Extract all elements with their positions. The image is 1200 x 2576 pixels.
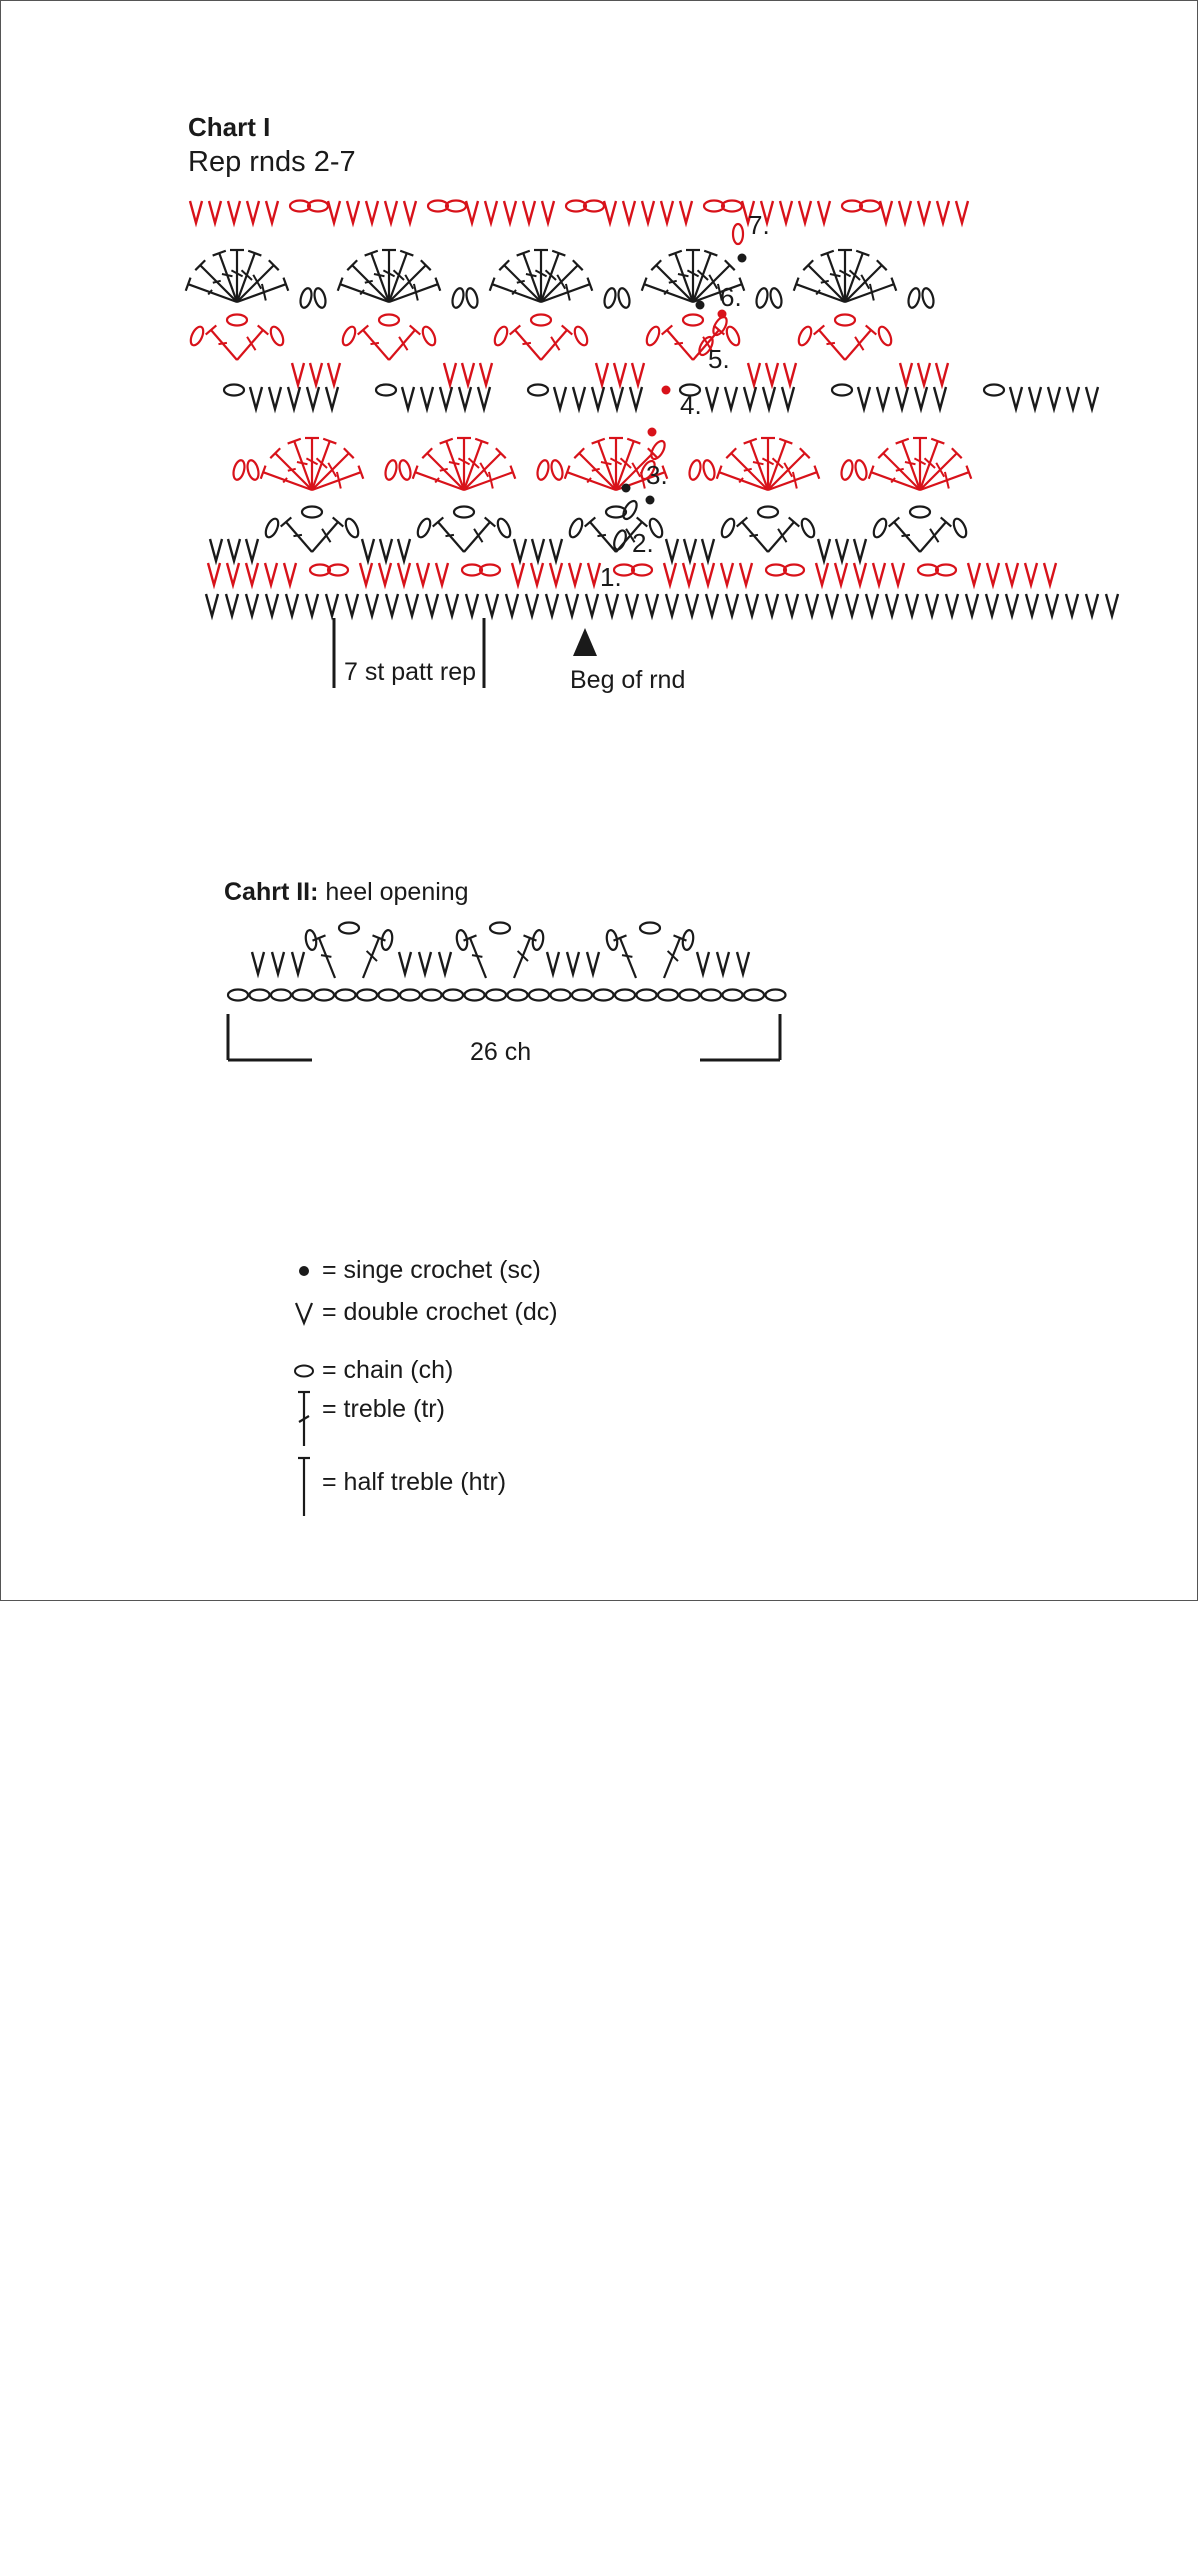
dc-stitch: [419, 952, 431, 974]
chain-stitch: [380, 929, 393, 950]
chain-stitch: [357, 990, 377, 1001]
legend-text-htr: = half treble (htr): [322, 1467, 507, 1496]
legend-row-tr: [292, 1388, 445, 1450]
chain-stitch: [680, 990, 700, 1001]
chain-stitch: [658, 990, 678, 1001]
legend-text-dc: = double crochet (dc): [322, 1298, 558, 1326]
chain-stitch: [293, 990, 313, 1001]
chain-stitch: [508, 990, 528, 1001]
pattern-repeat-label: 7 st patt rep: [344, 658, 477, 686]
stitch-line: [470, 938, 486, 978]
dc-stitch: [439, 952, 451, 974]
chain-stitch: [572, 990, 592, 1001]
legend-row-sc: [292, 1256, 541, 1285]
chain-stitch: [304, 929, 317, 950]
round-label: 5.: [708, 344, 730, 374]
chain-stitch: [766, 990, 786, 1001]
dc-stitch: [399, 952, 411, 974]
chain-count-label: 26 ch: [470, 1038, 532, 1066]
chain-stitch: [486, 990, 506, 1001]
dc-stitch: [252, 952, 264, 974]
round-label: 6.: [720, 282, 742, 312]
stitch-line: [319, 938, 335, 978]
chart-2-diagram: [0, 0, 1200, 1100]
chain-stitch: [379, 990, 399, 1001]
chain-stitch: [551, 990, 571, 1001]
dc-stitch: [272, 952, 284, 974]
legend-row-ch: [292, 1356, 453, 1385]
legend-row-htr: [292, 1454, 506, 1518]
chain-stitch: [637, 990, 657, 1001]
legend-text-tr: = treble (tr): [322, 1394, 445, 1423]
dc-stitch: [567, 952, 579, 974]
treble-crossbar: [518, 951, 528, 961]
stitch-line: [664, 938, 680, 978]
chain-stitch: [465, 990, 485, 1001]
half-treble-icon: [292, 1454, 316, 1518]
chain-stitch: [443, 990, 463, 1001]
dc-stitch: [547, 952, 559, 974]
chain-stitch: [490, 923, 510, 934]
stitch-line: [363, 938, 379, 978]
round-label: 7.: [748, 210, 770, 240]
round-label: 1.: [600, 562, 622, 592]
chain-stitch: [640, 923, 660, 934]
chain-stitch: [314, 990, 334, 1001]
chain-stitch: [529, 990, 549, 1001]
treble-icon: [292, 1388, 316, 1450]
chart-2-title-bold: Cahrt II:: [224, 878, 319, 906]
beginning-of-round-label: Beg of rnd: [570, 666, 686, 694]
legend-row-dc: [292, 1298, 558, 1327]
double-crochet-v-icon: [292, 1300, 316, 1326]
chain-oval-icon: [292, 1363, 316, 1379]
chart-1-subtitle: Rep rnds 2-7: [188, 146, 356, 178]
dc-stitch: [587, 952, 599, 974]
treble-crossbar: [321, 955, 331, 957]
chain-stitch: [339, 923, 359, 934]
treble-crossbar: [472, 955, 482, 957]
chain-stitch: [336, 990, 356, 1001]
treble-crossbar: [622, 955, 632, 957]
chain-stitch: [744, 990, 764, 1001]
treble-crossbar: [668, 951, 678, 961]
chain-stitch: [594, 990, 614, 1001]
chain-stitch: [422, 990, 442, 1001]
chain-stitch: [400, 990, 420, 1001]
dc-stitch: [292, 952, 304, 974]
treble-crossbar: [367, 951, 377, 961]
dc-stitch: [697, 952, 709, 974]
chain-stitch: [228, 990, 248, 1001]
chain-stitch: [271, 990, 291, 1001]
stitch-line: [620, 938, 636, 978]
chain-stitch: [701, 990, 721, 1001]
chain-stitch: [250, 990, 270, 1001]
round-label: 2.: [632, 528, 654, 558]
chart-2-title-rest: heel opening: [318, 878, 469, 906]
round-label: 4.: [680, 390, 702, 420]
chain-stitch: [723, 990, 743, 1001]
chain-stitch: [615, 990, 635, 1001]
chart-1-title: Chart I: [188, 112, 271, 142]
chain-stitch: [681, 929, 694, 950]
legend-text-ch: = chain (ch): [322, 1356, 454, 1384]
chain-stitch: [531, 929, 544, 950]
dc-stitch: [717, 952, 729, 974]
dc-stitch: [737, 952, 749, 974]
round-label: 3.: [646, 460, 668, 490]
stitch-line: [514, 938, 530, 978]
chain-stitch: [455, 929, 468, 950]
legend-text-sc: = singe crochet (sc): [322, 1256, 541, 1284]
chain-stitch: [605, 929, 618, 950]
single-crochet-dot-icon: [292, 1263, 316, 1279]
